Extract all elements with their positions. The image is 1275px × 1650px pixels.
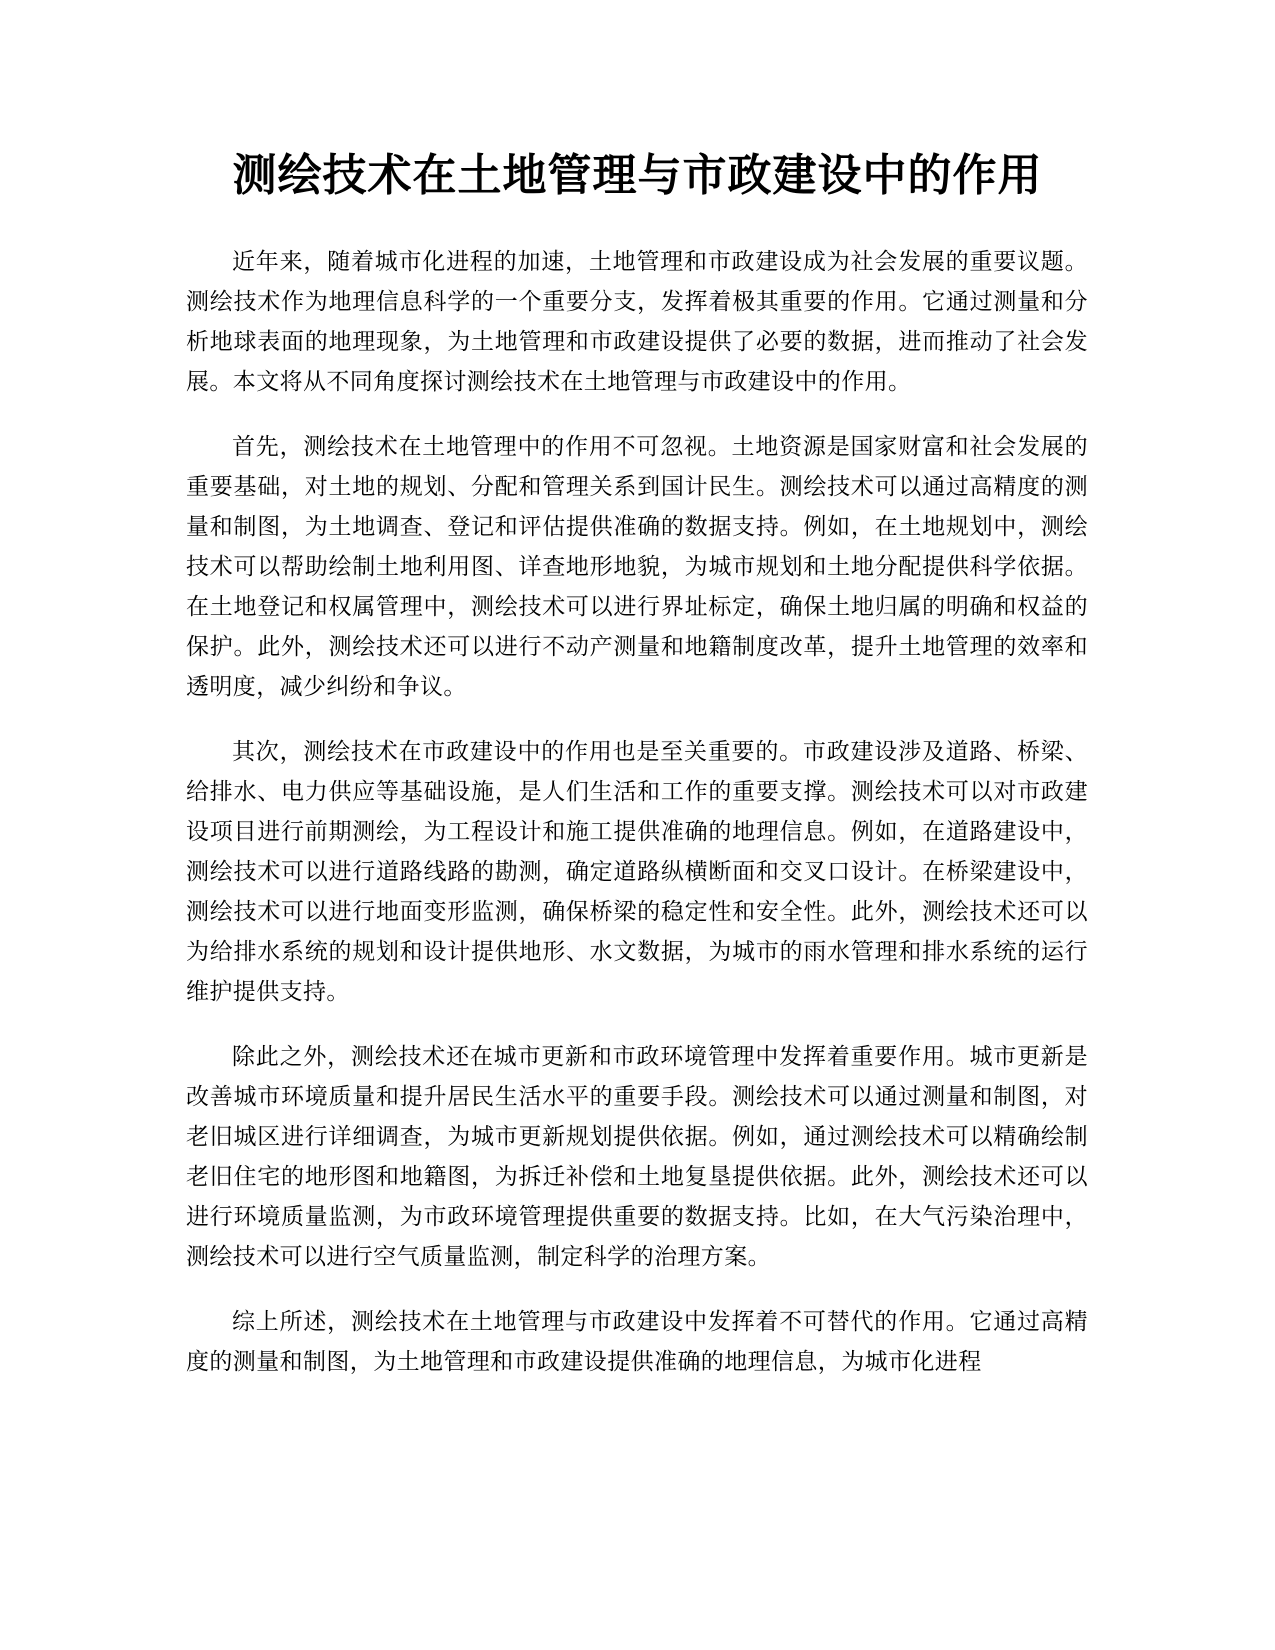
paragraph-land-management: 首先，测绘技术在土地管理中的作用不可忽视。土地资源是国家财富和社会发展的重要基础，对土地的规划、分配和管理关系到国计民生。测绘技术可以通过高精度的测量和制图，为土地调查、登记和评估提供准确的数据支持。例如，在土地规划中，测绘技术可以帮助绘制土地利用图、详查地形地貌，为城市规划和土地分配提供科学依据。在土地登记和权属管理中，测绘技术可以进行界址标定，确保土地归属的明确和权益的保护。此外，测绘技术还可以进行不动产测量和地籍制度改革，提升土地管理的效率和透明度，减少纠纷和争议。: [186, 434, 1088, 700]
document-title: 测绘技术在土地管理与市政建设中的作用: [232, 150, 1043, 201]
document-body: [186, 242, 1088, 1407]
paragraph-urban-renewal: 除此之外，测绘技术还在城市更新和市政环境管理中发挥着重要作用。城市更新是改善城市环境质量和提升居民生活水平的重要手段。测绘技术可以通过测量和制图，对老旧城区进行详细调查，为城市更新规划提供依据。例如，通过测绘技术可以精确绘制老旧住宅的地形图和地籍图，为拆迁补偿和土地复垦提供依据。此外，测绘技术还可以进行环境质量监测，为市政环境管理提供重要的数据支持。比如，在大气污染治理中，测绘技术可以进行空气质量监测，制定科学的治理方案。: [186, 1044, 1088, 1270]
paragraph-intro: 近年来，随着城市化进程的加速，土地管理和市政建设成为社会发展的重要议题。测绘技术作为地理信息科学的一个重要分支，发挥着极其重要的作用。它通过测量和分析地球表面的地理现象，为土地管理和市政建设提供了必要的数据，进而推动了社会发展。本文将从不同角度探讨测绘技术在土地管理与市政建设中的作用。: [186, 249, 1088, 395]
paragraph-conclusion: 综上所述，测绘技术在土地管理与市政建设中发挥着不可替代的作用。它通过高精度的测量和制图，为土地管理和市政建设提供准确的地理信息，为城市化进程: [186, 1309, 1088, 1375]
paragraph-municipal-construction: 其次，测绘技术在市政建设中的作用也是至关重要的。市政建设涉及道路、桥梁、给排水、电力供应等基础设施，是人们生活和工作的重要支撑。测绘技术可以对市政建设项目进行前期测绘，为工程设计和施工提供准确的地理信息。例如，在道路建设中，测绘技术可以进行道路线路的勘测，确定道路纵横断面和交叉口设计。在桥梁建设中，测绘技术可以进行地面变形监测，确保桥梁的稳定性和安全性。此外，测绘技术还可以为给排水系统的规划和设计提供地形、水文数据，为城市的雨水管理和排水系统的运行维护提供支持。: [186, 739, 1088, 1005]
